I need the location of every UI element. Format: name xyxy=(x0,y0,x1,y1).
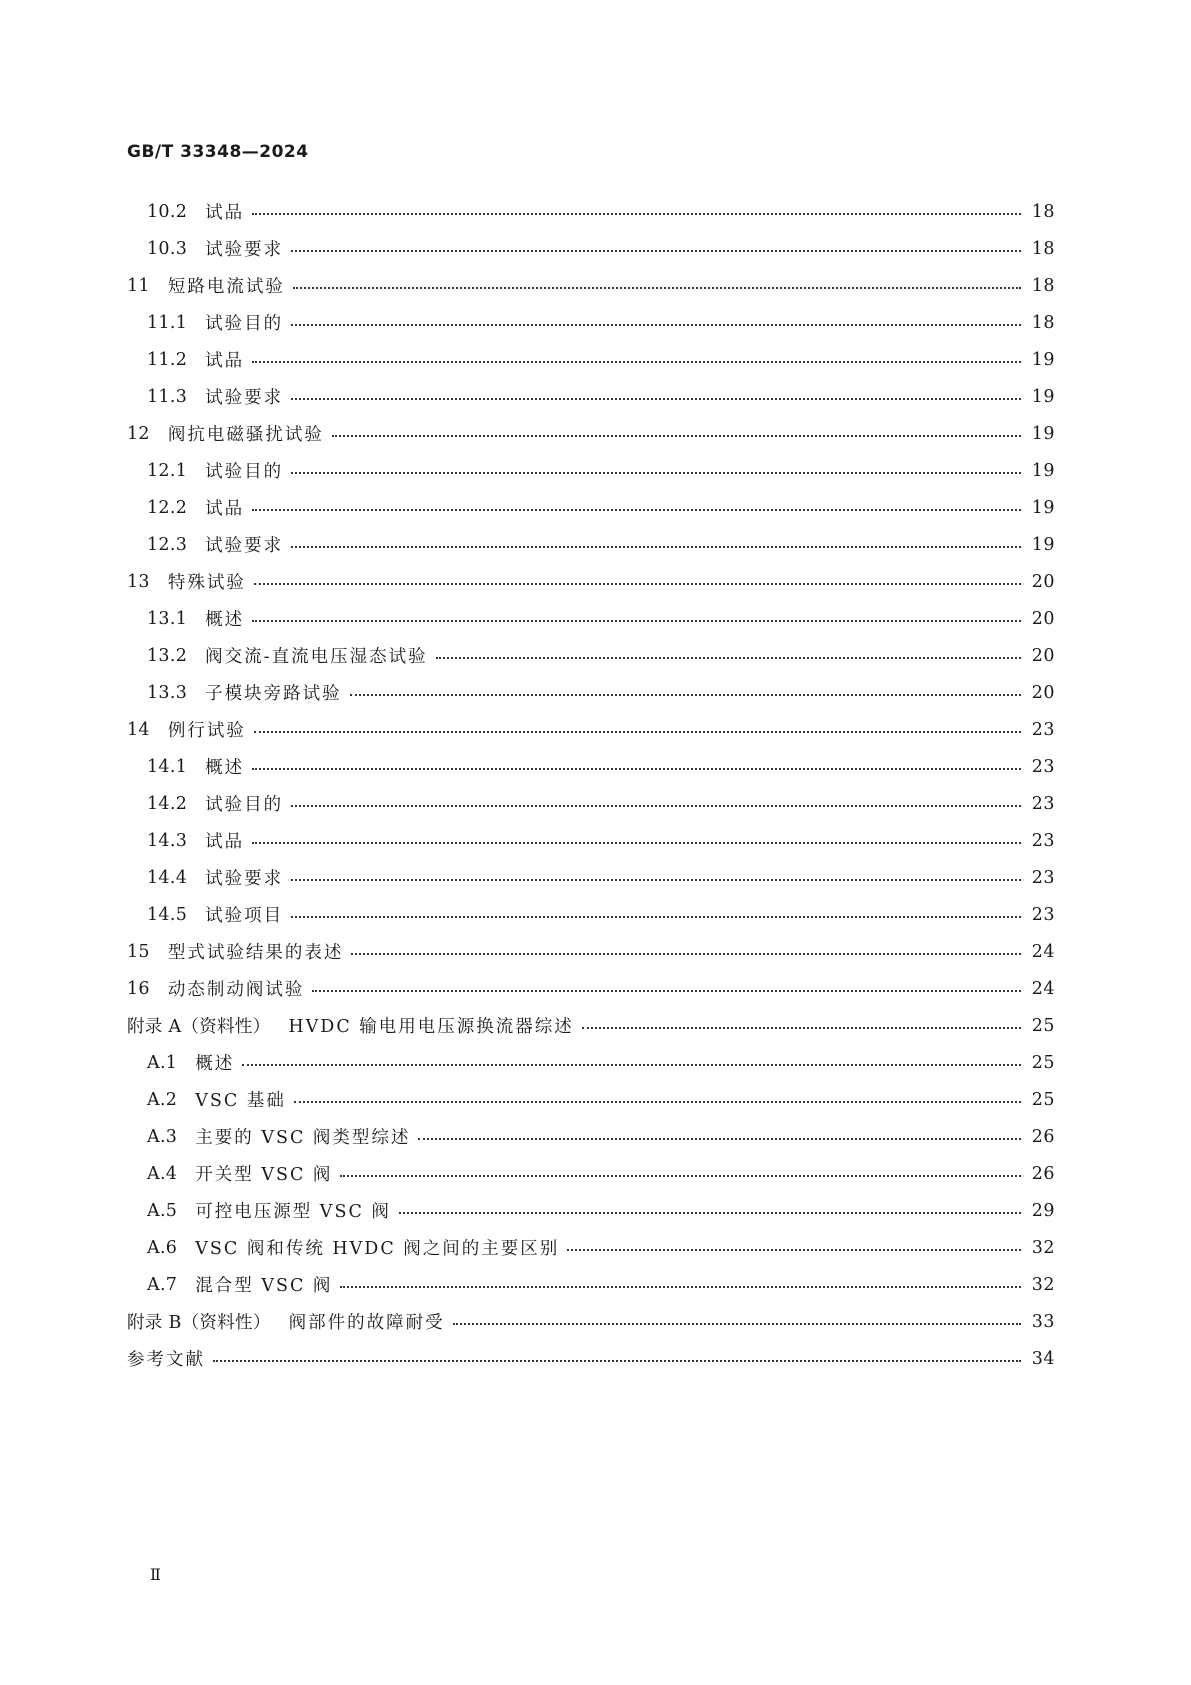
toc-entry-number: 附录 A（资料性） xyxy=(127,1017,271,1037)
toc-entry-number: 12 xyxy=(127,423,150,444)
toc-entry[interactable] xyxy=(0,711,1191,748)
toc-entry-number: 14.2 xyxy=(147,793,188,814)
toc-entry-number: A.4 xyxy=(147,1163,178,1184)
toc-entry-number: 12.2 xyxy=(147,497,188,518)
toc-entry-title: 混合型 VSC 阀 xyxy=(195,1276,333,1296)
toc-entry-page: 20 xyxy=(1031,645,1055,666)
toc-entry-number: 13 xyxy=(127,571,150,592)
dot-leader xyxy=(332,435,1021,437)
toc-entry-number: 13.3 xyxy=(147,682,188,703)
toc-entry-number: 12.1 xyxy=(147,460,188,481)
dot-leader xyxy=(350,694,1021,696)
dot-leader xyxy=(252,620,1021,622)
toc-entry-title: 试品 xyxy=(205,203,245,223)
toc-entry[interactable] xyxy=(0,1155,1191,1192)
toc-entry-title: 阀部件的故障耐受 xyxy=(288,1313,445,1333)
toc-entry-title: 特殊试验 xyxy=(167,573,246,593)
toc-entry[interactable] xyxy=(0,859,1191,896)
toc-entry-number: 14.3 xyxy=(147,830,188,851)
toc-entry-title: VSC 基础 xyxy=(195,1091,286,1111)
toc-entry[interactable] xyxy=(0,933,1191,970)
toc-entry-number: 11.1 xyxy=(147,312,188,333)
toc-entry[interactable] xyxy=(0,748,1191,785)
toc-entry[interactable] xyxy=(0,1044,1191,1081)
dot-leader xyxy=(291,879,1021,881)
toc-entry[interactable] xyxy=(0,674,1191,711)
toc-entry[interactable] xyxy=(0,489,1191,526)
toc-entry-number: 附录 B（资料性） xyxy=(127,1313,271,1333)
dot-leader xyxy=(340,1286,1021,1288)
toc-entry-number: A.2 xyxy=(147,1089,178,1110)
toc-entry-number: 11 xyxy=(127,275,150,296)
toc-entry-number: 14.1 xyxy=(147,756,188,777)
toc-entry-number: A.7 xyxy=(147,1274,178,1295)
dot-leader xyxy=(242,1064,1021,1066)
toc-entry-title: 试验要求 xyxy=(205,869,284,889)
dot-leader xyxy=(291,324,1021,326)
toc-entry-page: 19 xyxy=(1031,386,1055,407)
toc-entry-page: 19 xyxy=(1031,497,1055,518)
toc-entry-title: 可控电压源型 VSC 阀 xyxy=(195,1202,391,1222)
table-of-contents xyxy=(0,193,1191,1377)
toc-entry-number: 15 xyxy=(127,941,150,962)
dot-leader xyxy=(293,287,1021,289)
toc-entry-page: 18 xyxy=(1031,201,1055,222)
dot-leader xyxy=(291,472,1021,474)
dot-leader xyxy=(252,768,1021,770)
toc-entry[interactable] xyxy=(0,1007,1191,1044)
toc-entry-number: 13.1 xyxy=(147,608,188,629)
toc-entry-number: 10.3 xyxy=(147,238,188,259)
toc-entry-title: 概述 xyxy=(205,610,245,630)
dot-leader xyxy=(252,361,1021,363)
toc-entry-page: 25 xyxy=(1031,1089,1055,1110)
toc-entry-page: 26 xyxy=(1031,1126,1055,1147)
toc-entry-title: 试验要求 xyxy=(205,240,284,260)
toc-entry[interactable] xyxy=(0,785,1191,822)
toc-entry[interactable] xyxy=(0,1266,1191,1303)
toc-entry-title: 试验目的 xyxy=(205,795,284,815)
toc-entry-page: 24 xyxy=(1031,978,1055,999)
toc-entry-page: 19 xyxy=(1031,349,1055,370)
dot-leader xyxy=(312,990,1021,992)
toc-entry-title: 概述 xyxy=(205,758,245,778)
toc-entry-title: 阀抗电磁骚扰试验 xyxy=(167,425,324,445)
toc-entry-title: 试验要求 xyxy=(205,536,284,556)
toc-entry-title: HVDC 输电用电压源换流器综述 xyxy=(288,1017,574,1037)
toc-entry[interactable] xyxy=(0,970,1191,1007)
toc-entry-title: 子模块旁路试验 xyxy=(205,684,342,704)
dot-leader xyxy=(291,916,1021,918)
toc-entry-page: 23 xyxy=(1031,793,1055,814)
page-number: Ⅱ xyxy=(150,1565,161,1584)
toc-entry-page: 19 xyxy=(1031,423,1055,444)
toc-entry[interactable] xyxy=(0,1303,1191,1340)
toc-entry[interactable] xyxy=(0,1340,1191,1377)
dot-leader xyxy=(291,546,1021,548)
toc-entry-number: 14 xyxy=(127,719,150,740)
toc-entry-page: 19 xyxy=(1031,534,1055,555)
toc-entry[interactable] xyxy=(0,637,1191,674)
dot-leader xyxy=(252,509,1021,511)
toc-entry-number: A.5 xyxy=(147,1200,178,1221)
dot-leader xyxy=(582,1027,1021,1029)
toc-entry[interactable] xyxy=(0,563,1191,600)
dot-leader xyxy=(453,1323,1021,1325)
dot-leader xyxy=(436,657,1021,659)
toc-entry-page: 23 xyxy=(1031,719,1055,740)
toc-entry-page: 19 xyxy=(1031,460,1055,481)
toc-entry-title: VSC 阀和传统 HVDC 阀之间的主要区别 xyxy=(195,1239,560,1259)
toc-entry-title: 动态制动阀试验 xyxy=(167,980,305,1000)
toc-entry-title: 开关型 VSC 阀 xyxy=(195,1165,333,1185)
toc-entry-title: 试验目的 xyxy=(205,314,284,334)
toc-entry-page: 32 xyxy=(1031,1274,1055,1295)
toc-entry[interactable] xyxy=(0,1118,1191,1155)
toc-entry[interactable] xyxy=(0,415,1191,452)
dot-leader xyxy=(213,1360,1021,1362)
toc-entry-page: 23 xyxy=(1031,867,1055,888)
toc-entry-number: A.3 xyxy=(147,1126,178,1147)
toc-entry-number: A.1 xyxy=(147,1052,178,1073)
toc-entry-title: 试品 xyxy=(205,832,245,852)
dot-leader xyxy=(294,1101,1021,1103)
dot-leader xyxy=(252,213,1021,215)
toc-entry-page: 18 xyxy=(1031,275,1055,296)
toc-entry-page: 33 xyxy=(1031,1311,1055,1332)
toc-entry-page: 25 xyxy=(1031,1015,1055,1036)
toc-entry-page: 18 xyxy=(1031,238,1055,259)
toc-entry-title: 主要的 VSC 阀类型综述 xyxy=(195,1128,411,1148)
dot-leader xyxy=(254,731,1021,733)
toc-entry-title: 试验目的 xyxy=(205,462,284,482)
toc-entry-number: 11.3 xyxy=(147,386,188,407)
toc-entry[interactable] xyxy=(0,267,1191,304)
toc-entry-number: A.6 xyxy=(147,1237,178,1258)
toc-entry-title: 试验要求 xyxy=(205,388,284,408)
toc-entry-page: 20 xyxy=(1031,682,1055,703)
toc-entry-page: 23 xyxy=(1031,830,1055,851)
toc-entry-page: 24 xyxy=(1031,941,1055,962)
toc-entry[interactable] xyxy=(0,378,1191,415)
toc-entry-title: 短路电流试验 xyxy=(167,277,285,297)
toc-entry-page: 29 xyxy=(1031,1200,1055,1221)
toc-entry-title: 概述 xyxy=(195,1054,235,1074)
toc-entry[interactable] xyxy=(0,230,1191,267)
toc-entry-title: 例行试验 xyxy=(167,721,246,741)
toc-entry[interactable] xyxy=(0,341,1191,378)
toc-entry[interactable] xyxy=(0,1192,1191,1229)
dot-leader xyxy=(291,250,1021,252)
dot-leader xyxy=(254,583,1021,585)
dot-leader xyxy=(418,1138,1021,1140)
dot-leader xyxy=(291,805,1021,807)
toc-entry-number: 10.2 xyxy=(147,201,188,222)
dot-leader xyxy=(351,953,1021,955)
standard-code-header: GB/T 33348—2024 xyxy=(127,142,309,162)
toc-entry[interactable] xyxy=(0,452,1191,489)
toc-entry[interactable] xyxy=(0,822,1191,859)
toc-entry-title: 阀交流-直流电压湿态试验 xyxy=(205,647,428,667)
dot-leader xyxy=(567,1249,1021,1251)
toc-entry-page: 18 xyxy=(1031,312,1055,333)
dot-leader xyxy=(291,398,1021,400)
toc-entry[interactable] xyxy=(0,896,1191,933)
toc-entry-number: 13.2 xyxy=(147,645,188,666)
toc-entry-number: 14.4 xyxy=(147,867,188,888)
toc-entry[interactable] xyxy=(0,193,1191,230)
toc-entry-page: 23 xyxy=(1031,756,1055,777)
toc-entry-title: 型式试验结果的表述 xyxy=(167,943,344,963)
dot-leader xyxy=(252,842,1021,844)
toc-entry[interactable] xyxy=(0,526,1191,563)
dot-leader xyxy=(340,1175,1021,1177)
dot-leader xyxy=(399,1212,1021,1214)
toc-entry-title: 试品 xyxy=(205,351,245,371)
toc-entry[interactable] xyxy=(0,1081,1191,1118)
toc-entry-page: 25 xyxy=(1031,1052,1055,1073)
toc-entry-title: 试验项目 xyxy=(205,906,284,926)
toc-entry-number: 16 xyxy=(127,978,150,999)
toc-entry-title: 参考文献 xyxy=(127,1350,205,1370)
toc-entry-number: 14.5 xyxy=(147,904,188,925)
toc-entry-page: 20 xyxy=(1031,608,1055,629)
toc-entry-number: 11.2 xyxy=(147,349,188,370)
toc-entry-title: 试品 xyxy=(205,499,245,519)
toc-entry[interactable] xyxy=(0,1229,1191,1266)
toc-entry[interactable] xyxy=(0,304,1191,341)
toc-entry-page: 34 xyxy=(1031,1348,1055,1369)
toc-entry-page: 32 xyxy=(1031,1237,1055,1258)
toc-entry-page: 20 xyxy=(1031,571,1055,592)
toc-entry-number: 12.3 xyxy=(147,534,188,555)
toc-entry-page: 26 xyxy=(1031,1163,1055,1184)
toc-entry[interactable] xyxy=(0,600,1191,637)
toc-entry-page: 23 xyxy=(1031,904,1055,925)
